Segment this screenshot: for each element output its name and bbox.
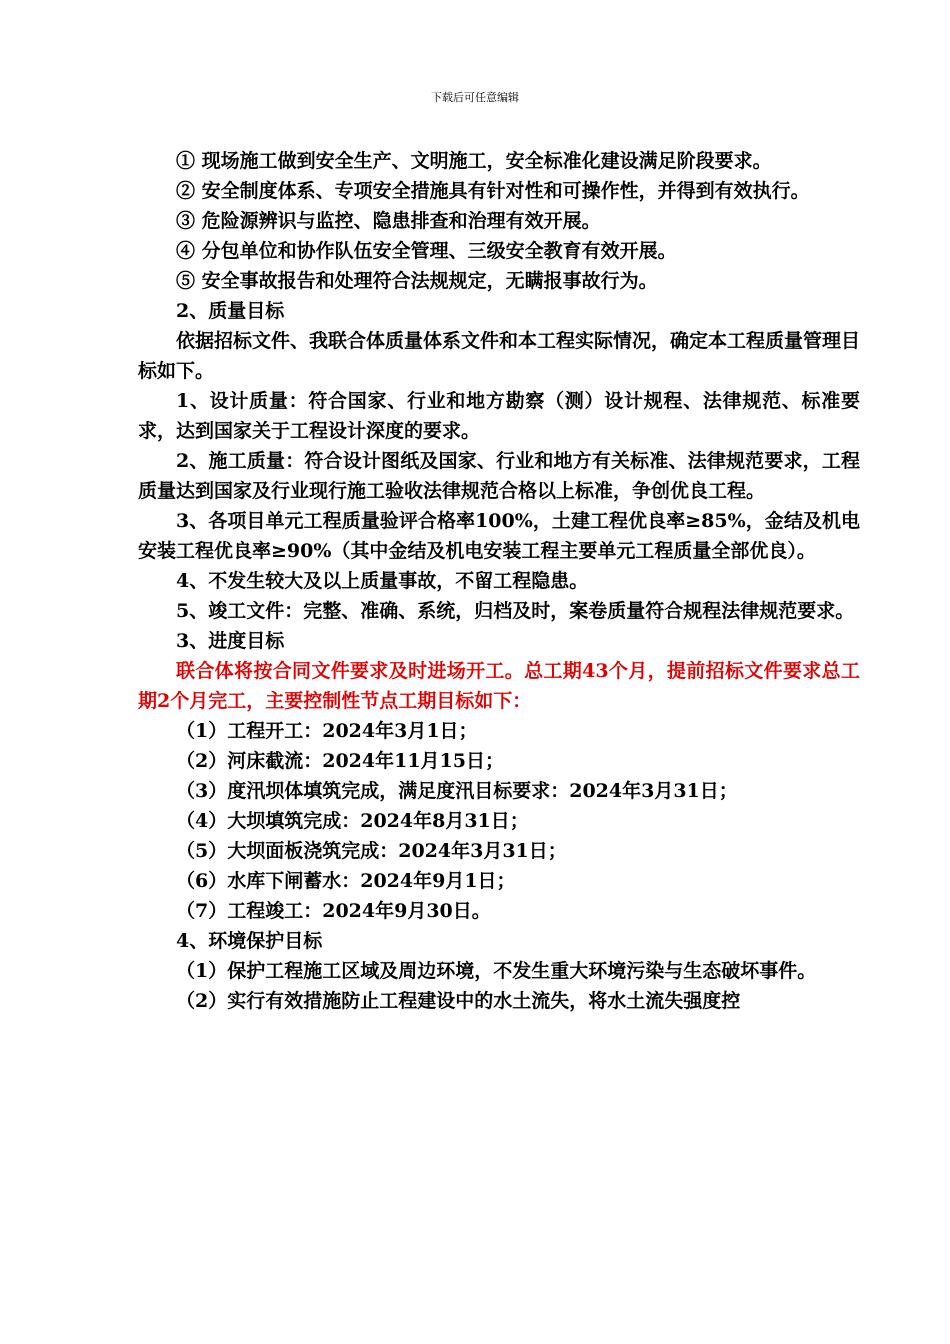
safety-goal-1: ① 现场施工做到安全生产、文明施工，安全标准化建设满足阶段要求。 (176, 150, 772, 172)
safety-goal-2: ② 安全制度体系、专项安全措施具有针对性和可操作性，并得到有效执行。 (176, 180, 810, 202)
quality-intro: 依据招标文件、我联合体质量体系文件和本工程实际情况，确定本工程质量管理目标如下。 (138, 330, 861, 382)
section-heading-environment: 4、环境保护目标 (176, 930, 323, 952)
environment-item-1: （1）保护工程施工区域及周边环境，不发生重大环境污染与生态破坏事件。 (176, 960, 817, 982)
milestone-5: （5）大坝面板浇筑完成：2024年3月31日； (176, 840, 567, 862)
milestone-3: （3）度汛坝体填筑完成，满足度汛目标要求：2024年3月31日； (176, 780, 738, 802)
milestone-1: （1）工程开工：2024年3月1日； (176, 720, 478, 742)
section-heading-quality: 2、质量目标 (176, 300, 285, 322)
milestone-6: （6）水库下闸蓄水：2024年9月1日； (176, 870, 516, 892)
milestone-7: （7）工程竣工：2024年9月30日。 (176, 900, 491, 922)
document-body (138, 146, 860, 1016)
safety-goal-3: ③ 危险源辨识与监控、隐患排查和治理有效开展。 (176, 210, 601, 232)
quality-item-3: 3、各项目单元工程质量验评合格率100%，土建工程优良率≥85%，金结及机电安装工程优良率≥90%（其中金结及机电安装工程主要单元工程质量全部优良）。 (138, 510, 860, 562)
section-heading-schedule: 3、进度目标 (176, 630, 285, 652)
quality-item-2: 2、施工质量：符合设计图纸及国家、行业和地方有关标准、法律规范要求，工程质量达到国家及行业现行施工验收法律规范合格以上标准，争创优良工程。 (138, 450, 860, 502)
quality-item-1: 1、设计质量：符合国家、行业和地方勘察（测）设计规程、法律规范、标准要求，达到国家关于工程设计深度的要求。 (138, 390, 860, 442)
schedule-intro: 联合体将按合同文件要求及时进场开工。总工期43个月，提前招标文件要求总工期2个月完工，主要控制性节点工期目标如下： (138, 660, 860, 712)
milestone-2: （2）河床截流：2024年11月15日； (176, 750, 504, 772)
quality-item-5: 5、竣工文件：完整、准确、系统，归档及时，案卷质量符合规程法律规范要求。 (176, 600, 855, 622)
page-header: 下载后可任意编辑 (431, 91, 519, 104)
milestone-4: （4）大坝填筑完成：2024年8月31日； (176, 810, 529, 832)
safety-goal-5: ⑤ 安全事故报告和处理符合法规规定，无瞒报事故行为。 (176, 270, 658, 292)
quality-item-4: 4、不发生较大及以上质量事故，不留工程隐患。 (176, 570, 589, 592)
environment-item-2: （2）实行有效措施防止工程建设中的水土流失，将水土流失强度控 (176, 990, 741, 1012)
safety-goal-4: ④ 分包单位和协作队伍安全管理、三级安全教育有效开展。 (176, 240, 677, 262)
